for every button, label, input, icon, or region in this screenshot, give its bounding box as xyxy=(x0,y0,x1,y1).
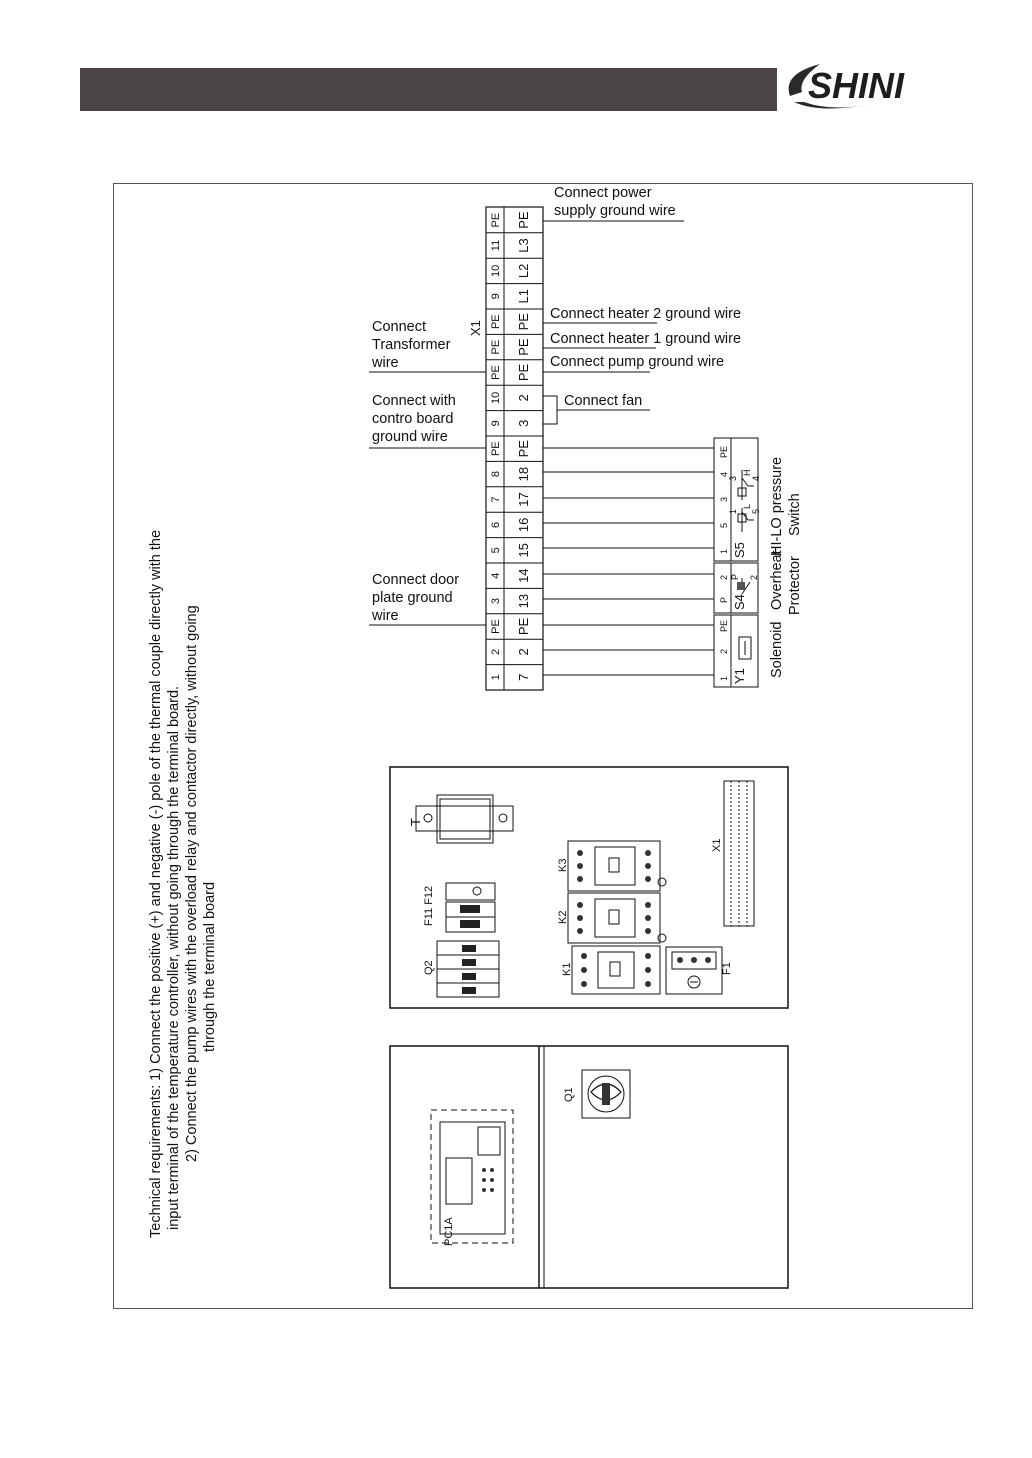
s5-pin-pe: PE xyxy=(719,445,729,458)
terminal-outer-number: 18 xyxy=(516,466,531,482)
terminal-inner-number: PE xyxy=(490,365,502,380)
s5-name-line-1: HI-LO pressure xyxy=(769,456,785,556)
controller-pc1a xyxy=(431,1110,513,1246)
device-y1-solenoid xyxy=(714,615,758,687)
door-plate xyxy=(390,1046,788,1288)
s4-pin-2: 2 xyxy=(719,574,729,580)
svg-text:2: 2 xyxy=(749,574,759,580)
s5-pin-3: 3 xyxy=(719,496,729,502)
terminal-outer-number: PE xyxy=(516,211,531,229)
terminal-inner-number: 11 xyxy=(490,239,502,252)
device-bottom-labels xyxy=(769,550,803,678)
callout-control-line-3: ground wire xyxy=(372,429,448,445)
terminal-inner-number: PE xyxy=(490,212,502,228)
s4-pin-p: P xyxy=(719,596,729,603)
terminal-inner-number: 9 xyxy=(490,293,502,300)
y1-name: Solenoid xyxy=(769,621,785,678)
svg-text:4: 4 xyxy=(751,475,761,481)
contactor-k2 xyxy=(557,893,666,943)
callout-fan xyxy=(543,393,650,424)
svg-text:H: H xyxy=(742,469,752,476)
callout-heater-2 xyxy=(543,306,741,323)
terminal-outer-number: PE xyxy=(516,313,531,331)
callout-transformer-line-1: Connect xyxy=(372,319,427,335)
y1-pin-1: 1 xyxy=(719,675,729,681)
transformer-t xyxy=(408,795,513,843)
label-f11-f12: F11 F12 xyxy=(423,885,435,926)
label-k3: K3 xyxy=(557,858,569,872)
label-q2: Q2 xyxy=(423,960,435,975)
technical-notes xyxy=(148,530,218,1238)
callout-door-line-3: wire xyxy=(372,608,399,624)
s4-code: S4 xyxy=(732,594,747,610)
terminal-outer-number: 15 xyxy=(516,543,531,558)
s4-name-line-1: Overheat xyxy=(769,550,785,610)
y1-pin-2: 2 xyxy=(719,648,729,654)
callout-heater2-text: Connect heater 2 ground wire xyxy=(550,306,742,322)
callout-pump xyxy=(543,354,724,372)
callout-transformer-line-3: wire xyxy=(372,355,399,371)
callout-door-line-2: plate ground xyxy=(372,590,453,606)
note-line-3: 2) Connect the pump wires with the overload relay and contactor directly, without going xyxy=(184,605,200,1162)
terminal-outer-number: PE xyxy=(516,338,531,356)
s5-pin-5: 5 xyxy=(719,522,729,528)
terminal-outer-number: 14 xyxy=(516,568,531,583)
callout-transformer-line-2: Transformer xyxy=(372,337,451,353)
callout-power xyxy=(543,185,684,221)
s5-pin-1: 1 xyxy=(719,548,729,554)
label-k2: K2 xyxy=(557,910,569,924)
terminal-outer-number: L3 xyxy=(516,238,531,253)
callout-heater1-text: Connect heater 1 ground wire xyxy=(550,331,742,347)
label-f1: F1 xyxy=(721,962,733,975)
terminal-outer-number: 13 xyxy=(516,593,531,609)
callout-door-plate xyxy=(369,572,486,625)
svg-text:P: P xyxy=(730,573,740,580)
terminal-outer-number: 3 xyxy=(516,419,531,427)
device-s4-overheat-protector xyxy=(714,563,759,613)
terminal-inner-number: PE xyxy=(490,441,502,457)
terminal-outer-number: L1 xyxy=(516,289,531,304)
label-pc1a: PC1A xyxy=(443,1217,455,1246)
terminal-name: X1 xyxy=(468,320,483,336)
terminal-inner-number: 10 xyxy=(490,391,502,405)
callout-pump-text: Connect pump ground wire xyxy=(550,354,725,370)
terminal-outer-number: PE xyxy=(516,440,531,458)
terminal-inner-number: PE xyxy=(490,314,502,330)
terminal-outer-number: PE xyxy=(516,363,531,382)
callout-power-line-2: supply ground wire xyxy=(554,203,676,219)
label-k1: K1 xyxy=(561,962,573,976)
label-t: T xyxy=(408,818,423,826)
main-switch-q1 xyxy=(563,1070,630,1118)
y1-pin-pe: PE xyxy=(719,619,729,632)
label-q1: Q1 xyxy=(563,1087,575,1102)
terminal-inner-number: 3 xyxy=(490,598,502,605)
component-plate xyxy=(390,767,788,1008)
contactor-k3 xyxy=(557,841,666,891)
terminal-outer-number: PE xyxy=(516,617,531,636)
contactor-k1 xyxy=(561,946,660,994)
callout-control-line-2: contro board xyxy=(372,411,454,427)
callout-door-line-1: Connect door xyxy=(372,572,460,588)
terminal-inner-number: 9 xyxy=(490,420,502,427)
s4-name-line-2: Protector xyxy=(787,556,803,615)
terminal-outer-number: 2 xyxy=(516,648,531,656)
note-line-4: through the terminal board xyxy=(202,881,218,1052)
overload-relay-f1 xyxy=(666,947,733,994)
terminal-outer-number: L2 xyxy=(516,263,531,279)
terminal-inner-number: PE xyxy=(490,339,502,355)
terminal-inner-number: PE xyxy=(490,619,502,634)
note-line-2: input terminal of the temperature controller, without going through the terminal board. xyxy=(166,685,182,1230)
breaker-q2 xyxy=(423,941,499,997)
callout-control-board xyxy=(369,393,486,448)
s5-pin-4: 4 xyxy=(719,471,729,477)
logo-text: SHINI xyxy=(808,65,905,106)
y1-code: Y1 xyxy=(732,668,747,684)
terminal-inner-number: 7 xyxy=(490,496,502,503)
terminal-outer-number: 16 xyxy=(516,517,531,533)
terminal-inner-number: 2 xyxy=(490,648,502,655)
callout-fan-text: Connect fan xyxy=(564,393,643,409)
svg-text:L: L xyxy=(742,503,752,509)
terminal-outer-number: 7 xyxy=(516,673,531,681)
terminal-rail-x1 xyxy=(711,781,754,926)
terminal-inner-number: 5 xyxy=(490,547,502,554)
svg-text:5: 5 xyxy=(751,508,761,514)
callout-power-line-1: Connect power xyxy=(554,185,652,201)
callout-control-line-1: Connect with xyxy=(372,393,456,409)
terminal-outer-number: 17 xyxy=(516,492,531,507)
svg-text:1: 1 xyxy=(728,508,738,514)
s5-code: S5 xyxy=(732,542,747,558)
note-line-1: Technical requirements: 1) Connect the positive (+) and negative (-) pole of the thermal couple directly with the xyxy=(148,529,164,1238)
s5-switch-symbol xyxy=(728,470,761,533)
s5-name-line-2: Switch xyxy=(787,493,803,536)
callout-heater-1 xyxy=(543,331,741,348)
terminal-inner-number: 10 xyxy=(490,264,502,278)
label-x1-rail: X1 xyxy=(711,838,723,852)
terminal-inner-number: 8 xyxy=(490,471,502,478)
fuse-holders-f11-f12 xyxy=(423,883,495,932)
terminal-inner-number: 4 xyxy=(490,572,502,579)
terminal-inner-number: 6 xyxy=(490,521,502,528)
terminal-outer-number: 2 xyxy=(516,394,531,402)
device-wires xyxy=(543,448,714,675)
terminal-inner-number: 1 xyxy=(490,674,502,681)
device-s5-pressure-switch xyxy=(714,438,803,561)
svg-text:3: 3 xyxy=(728,475,738,481)
